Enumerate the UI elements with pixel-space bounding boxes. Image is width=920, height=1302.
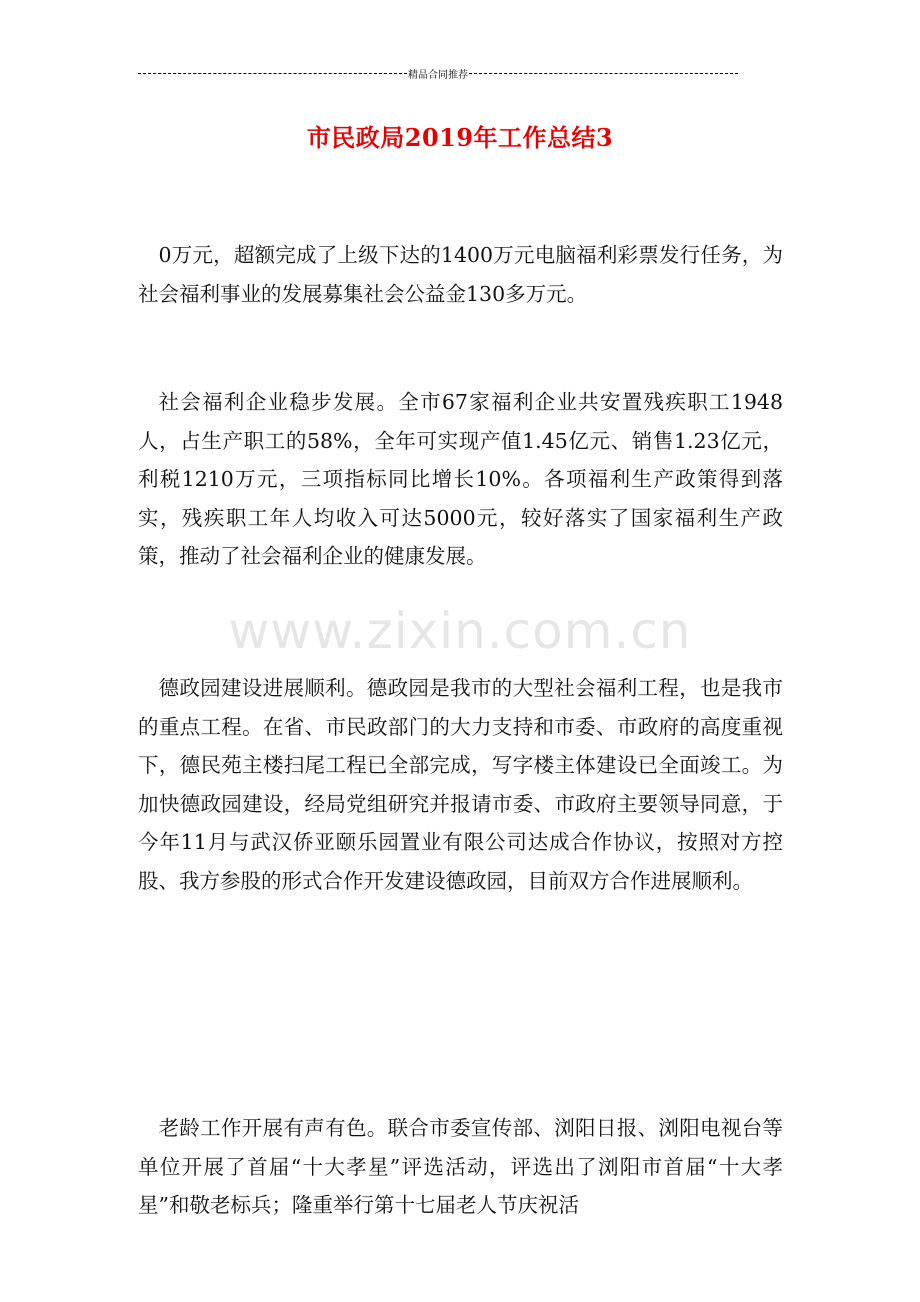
header-rule-left bbox=[138, 73, 407, 74]
paragraph-4 bbox=[138, 1109, 783, 1225]
paragraph-2 bbox=[138, 383, 783, 576]
paragraph-text: 老龄工作开展有声有色。联合市委宣传部、浏阳日报、浏阳电视台等单位开展了首届“十大孝星”评选活动，评选出了浏阳市首届“十大孝星”和敬老标兵；隆重举行第十七届老人节庆祝活 bbox=[138, 1116, 783, 1217]
paragraph-text: 社会福利企业稳步发展。全市67家福利企业共安置残疾职工1948人，占生产职工的58%，全年可实现产值1.45亿元、销售1.23亿元，利税1210万元，三项指标同比增长10%。各项福利生产政策得到落实，残疾职工年人均收入可达5000元，较好落实了国家福利生产政策，推动了社会福利企业的健康发展。 bbox=[138, 390, 783, 568]
paragraph-text: 0万元，超额完成了上级下达的1400万元电脑福利彩票发行任务，为社会福利事业的发展募集社会公益金130多万元。 bbox=[138, 243, 783, 306]
document-title: 市民政局2019年工作总结3 bbox=[306, 123, 614, 152]
header-label: 精品合同推荐 bbox=[408, 70, 468, 81]
paragraph-text: 德政园建设进展顺利。德政园是我市的大型社会福利工程，也是我市的重点工程。在省、市民政部门的大力支持和市委、市政府的高度重视下，德民苑主楼扫尾工程已全部完成，写字楼主体建设已全面竣工。为加快德政园建设，经局党组研究并报请市委、市政府主要领导同意，于今年11月与武汉侨亚颐乐园置业有限公司达成合作协议，按照对方控股、我方参股的形式合作开发建设德政园，目前双方合作进展顺利。 bbox=[138, 676, 783, 893]
paragraph-3 bbox=[138, 669, 783, 900]
page-header bbox=[138, 66, 738, 81]
paragraph-1 bbox=[138, 236, 783, 313]
header-rule-right bbox=[469, 73, 738, 74]
watermark: www.zixin.com.cn bbox=[228, 602, 692, 660]
